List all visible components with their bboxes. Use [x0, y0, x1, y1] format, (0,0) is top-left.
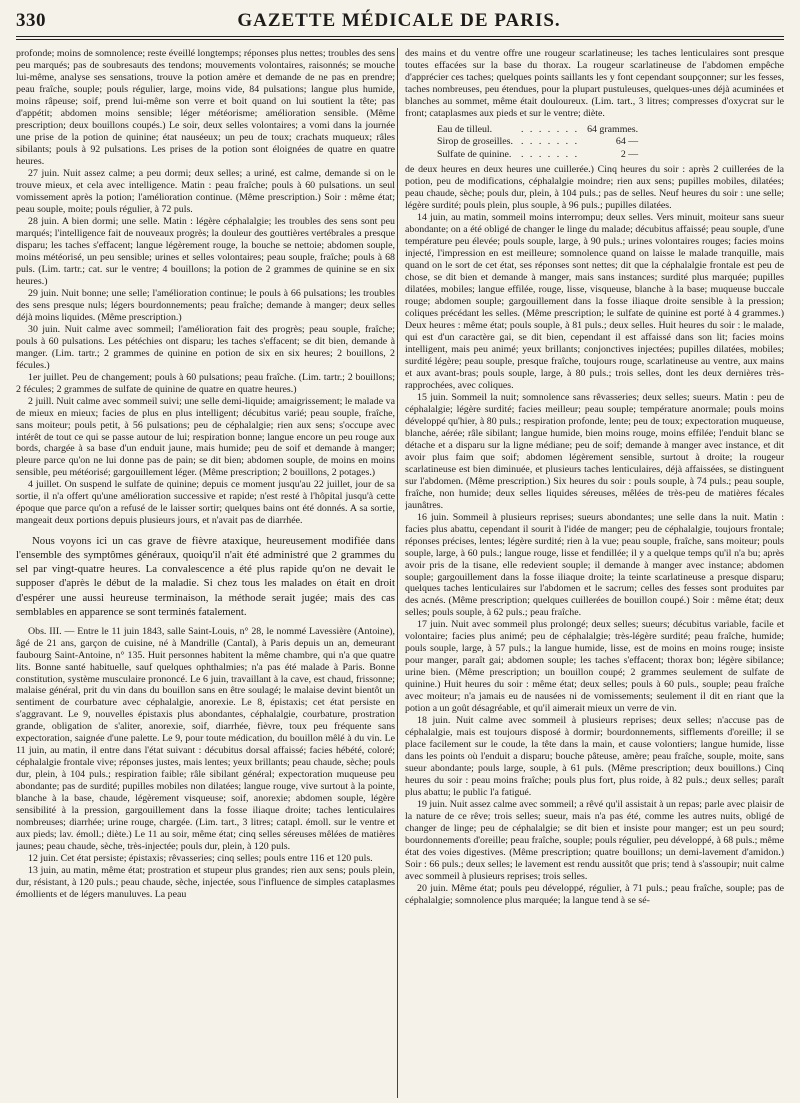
page-header: [16, 8, 782, 32]
page-number: 330: [16, 10, 46, 31]
header-rule-bottom: [16, 39, 784, 40]
prescription-item: Sirop de groseilles.: [437, 136, 513, 148]
left-paragraph: 4 juillet. On suspend le sulfate de quinine; depuis ce moment jusqu'au 22 juillet, jour de sa sortie, il n'a offert qu'une amélioration successive et rapide; n'est resté à l'hôpital jusqu'à cette époque que parce qu'on a refusé de le laisser sortir; quelques bains ont été donnés. A sa sortie, mangeait deux portions depuis plusieurs jours, et n'avait pas de diarrhée.: [16, 479, 395, 527]
observation-paragraph: 13 juin, au matin, même état; prostration et stupeur plus grandes; rien aux sens; pouls plein, dur, résistant, à 120 puls.; peau chaude, sèche, injectée, sous l'influence de simples cataplasmes émollients et de légers manuluves. La peau: [16, 865, 395, 901]
column-divider: [397, 48, 398, 1098]
right-paragraph: de deux heures en deux heures une cuillerée.) Cinq heures du soir : après 2 cuillerées de la potion, peu de modifications, céphalalgie moindre; rien aux sens; pupilles mobiles, dilatées; peau chaude, sèche; pouls dur, plein, à 104 puls.; pas de selles. Neuf heures du soir : une selle; légère surdité; pouls plein, plus souple, à 96 puls.; pupilles dilatées.: [405, 164, 784, 211]
left-paragraph: 1er juillet. Peu de changement; pouls à 60 pulsations; peau fraîche. (Lim. tartr.; 2 bouillons; 2 fécules; 2 grammes de sulfate de quinine de quatre en quatre heures.): [16, 371, 395, 395]
right-intro-paragraph: des mains et du ventre offre une rougeur scarlatineuse; les taches lenticulaires sont presque toutes effacées sur la base du thorax. La rougeur scarlatineuse de l'abdomen empêche d'apprécier ces taches; quelques points saillants les y font cependant soupçonner; sur les fesses, taches nombreuses, peu étendues, pour la plupart pustuleuses, quelques-unes déjà acuminées et blanches au sommet, même était douloureux. (Lim. tart., 3 litres; compresses d'oxycrat sur le front; cataplasmes aux pieds et sur le ventre; diète.: [405, 48, 784, 119]
prescription-row: Eau de tilleul. . . . . . . . 64 grammes.: [433, 124, 642, 136]
commentary-paragraph: Nous voyons ici un cas grave de fièvre ataxique, heureusement modifiée dans l'ensemble des symptômes généraux, quoiqu'il n'ait été administré que 2 grammes du sel par vingt-quatre heures. La convalescence a été plus rapide qu'on ne devait le supposer d'après le début de la maladie. Si chez tous les malades on était en droit d'espérer une aussi heureuse terminaison, la méthode serait jugée; mais des cas semblables en apparence se sont terminés fatalement.: [16, 535, 395, 618]
right-paragraph: 20 juin. Même état; pouls peu développé, régulier, à 71 puls.; peau fraîche, souple; pas de céphalalgie; somnolence plus marquée; la langue tend à se sé-: [405, 883, 784, 907]
left-paragraph: 30 juin. Nuit calme avec sommeil; l'amélioration fait des progrès; peau souple, fraîche; pouls à 60 pulsations. Les pétéchies ont disparu; les taches s'effacent; se dit bien, demande à manger. (Lim. tartr.; 2 grammes de quinine en potion de six en six heures; 2 bouillons, 2 fécules.): [16, 323, 395, 371]
running-title: GAZETTE MÉDICALE DE PARIS.: [237, 10, 561, 31]
right-column: [405, 48, 784, 1098]
right-paragraph: 16 juin. Sommeil à plusieurs reprises; sueurs abondantes; une selle dans la nuit. Matin : facies plus abattu, cependant il sourit à l'idée de manger; peu de céphalalgie, toujours frontale; réponses précises, lentes; légère surdité; rien à la vue; peau souple, fraîche, sans moiteur; pouls souple, large, à 60 puls.; langue rouge, lisse et fendillée; il y a quelque temps qu'il n'a bu; après avoir pris de la tisane, elle redevient souple; il demande à manger avec instance; abdomen souple; gargouillement dans la fosse iliaque droite; la teinte scarlatineuse a presque disparu; quelques taches lenticulaires sur l'abdomen et le sacrum; celles des fesses sont produites par des acnés. (Même prescription; quelques cuillerées de bouillon coupé.) Soir : même état; deux selles; pouls souple, à 62 puls.; peau fraîche.: [405, 511, 784, 619]
commentary-block: [16, 534, 395, 618]
right-paragraph: 14 juin, au matin, sommeil moins interrompu; deux selles. Vers minuit, moiteur sans sueur abondante; on a été obligé de changer le linge du malade; décubitus affaissé; peau souple, d'une température peu élevée; pouls souple, large, à 90 puls.; urines volontaires rouges; facies moins injecté, l'impression en est meilleure; somnolence quand on laisse le malade tranquille, mais quand on le sort de cet état, ses réponses sont nettes; dit que la céphalalgie frontale est peu de chose, se dit bien et demande à manger, mais sans instances; surdité plus marquée; pupilles dilatées, mobiles; langue effilée, rouge, lisse, visqueuse, blanche à la base; muqueuse buccale rouge; abdomen souple; gargouillement dans la fosse iliaque droite sensible à la pression; coliques précédant les selles. (Même prescription; le sulfate de quinine est porté à 4 grammes.) Deux heures : même état; pouls souple, à 81 puls.; deux selles. Huit heures du soir : le malade, qui est d'un caractère gai, se dit bien, cependant il est affaissé dans son lit; facies moins intelligent, mais peu animé; yeux brillants; conjonctives injectées; pupilles dilatées, mobiles; surdité légère; peau souple, presque fraîche, toujours rouge, scarlatineuse au ventre, aux mains et aux avant-bras; pouls souple, large, à 80 puls.; trois selles, dont les deux dernières très-rapprochées, avec coliques.: [405, 211, 784, 391]
left-paragraph: 29 juin. Nuit bonne; une selle; l'amélioration continue; le pouls à 66 pulsations; les troubles des sens presque nuls; légers bourdonnements; peau fraîche; demande à manger; deux selles déjà moins liquides. (Même prescription.): [16, 287, 395, 323]
header-rule-top: [16, 36, 784, 37]
prescription-quantity: 64 —: [615, 136, 639, 148]
right-paragraph: 18 juin. Nuit calme avec sommeil à plusieurs reprises; deux selles; n'accuse pas de céphalalgie, mais est toujours disposé à dormir; bourdonnements, sifflements d'oreille; il se place facilement sur le coude, la tête dans la main, et cause volontiers; langue humide, lisse dans les points où l'enduit a disparu; bouche pâteuse, amère; peau fraîche, souple, moite, sans sueur abondante; pouls large, souple, à 61 puls. (Même prescription; deux bouillons.) Cinq heures du soir : peau moins fraîche; pouls plus fort, plus roide, à 82 puls.; deux selles; paraît plus abattu; le public l'a fatigué.: [405, 715, 784, 799]
left-paragraph: 28 juin. A bien dormi; une selle. Matin : légère céphalalgie; les troubles des sens sont peu marqués; l'intelligence fait de nouveaux progrès; la douleur des gouttières vertébrales a presque disparu; les taches s'effacent; langue légèrement rouge, la bouche se nettoie; abdomen souple, moins météorisé, un peu sensible; urines et selles volontaires; peau souple, fraîche; pouls à 68 puls. (Lim. tartr.; cat. sur le ventre; 4 bouillons; la potion de 2 grammes de quinine se en six heures.): [16, 215, 395, 287]
left-paragraph: 2 juill. Nuit calme avec sommeil suivi; une selle demi-liquide; amaigrissement; le malade va de mieux en mieux; facies de plus en plus intelligent; décubitus varié; peau souple, fraîche, sans moiteur; pouls petit, à 56 pulsations; peu de céphalalgie; rien aux sens; s'occupe avec intérêt de tout ce qui se passe autour de lui; respiration bonne; langue encore un peu rouge aux bords, chargée à sa base d'un enduit jaune, mais humide; peu de soif et demande à manger; pleure parce qu'on ne lui donne pas de pain; se dit bien; abdomen souple, de moins en moins sensible, peu météorisé; gargouillement léger. (Même prescription; 2 bouillons, 2 potages.): [16, 395, 395, 479]
left-paragraph: 27 juin. Nuit assez calme; a peu dormi; deux selles; a uriné, est calme, demande si on le trouve mieux, et cela avec intelligence. Matin : peau fraîche; pouls à 60 pulsations. un seul vomissement après la potion; l'amélioration continue. (Même prescription.) Soir : même état; peau souple, moite; pouls régulier, à 72 puls.: [16, 167, 395, 215]
prescription-quantity: 64 grammes.: [587, 123, 639, 135]
right-paragraph: 17 juin. Nuit avec sommeil plus prolongé; deux selles; sueurs; décubitus variable, facile et volontaire; facies plus animé; peu de céphalalgie; très-légère surdité; peau fraîche, humide; pouls souple, large, à 57 puls.; la langue humide, lisse, est de moins en moins rouge; insiste pour manger, paraît gai; abdomen souple; les taches s'effacent; thorax bon; légère sibilance; urine bien. (Même prescription; un bouillon coupé; 2 grammes seulement de sulfate de quinine.) Huit heures du soir : même état; deux selles; pouls à 60 puls., souple; peau fraîche avec moiteur; n'a jamais eu de nausées ni de vomissements; seulement il dit en riant que la potion a un goût désagréable, et qu'il aimerait mieux un verre de vin.: [405, 619, 784, 715]
observation-paragraph: 12 juin. Cet état persiste; épistaxis; rêvasseries; cinq selles; pouls entre 116 et 120 puls.: [28, 853, 373, 865]
left-paragraph: profonde; moins de somnolence; reste éveillé longtemps; réponses plus nettes; troubles des sens peu marqués; pas de soubresauts des tendons; mouvements volontaires, raisonnés; se mouche lui-même, analyse ses sensations, trouve la potion amère et demande de ne pas en prendre; peau fraîche, souple; pouls régulier, large, moins vide, 84 pulsations; langue plus humide, moins râpeuse; soif, prend lui-même son verre et boit quand on lui soutient la tête; pas d'appétit; abdomen moins sensible; léger météorisme; amélioration sensible. (Même prescription; deux bouillons coupés.) Le soir, deux selles volontaires; a vomi dans la journée une prise de la potion de quinine; état nauséeux; un peu de toux; crachats muqueux; râles sibilants; pouls à 92 pulsations. Les prises de la potion sont éloignées de quatre en quatre heures.: [16, 48, 395, 167]
observation-paragraph: Obs. III. — Entre le 11 juin 1843, salle Saint-Louis, n° 28, le nommé Lavessière (Antoine), âgé de 21 ans, garçon de cuisine, né à Mandrille (Cantal), à Paris depuis un an, demeurant faubourg Saint-Antoine, n° 135. Huit personnes habitent la même chambre, qui n'a que quatre lits. Bonne santé habituelle, sauf quelques ophthalmies; n'a pas été malade à Paris. Bonne constitution, système musculaire prononcé. Le 6 juin, travaillant à la cave, est chaud, frissonne; malaise général, prit du vin dans du bouillon sans en être soulagé; le malaise devint bientôt un sentiment de courbature avec céphalalgie, anorexie. Le 8, épistaxis; cet état persiste en s'aggravant. Le 9, nouvelles épistaxis plus abondantes, céphalalgie, courbature, prostration grande, obligation de s'aliter, anorexie, soif, diarrhée, fièvre, toux peu fréquente sans expectoration, saignée d'une palette. Le 9, pour toute médication, du bouillon mêlé à du vin. Le 11 juin, au matin, il entre dans l'état suivant : décubitus dorsal affaissé; facies hébété, coloré; céphalalgie frontale vive; réponses justes, mais lentes; yeux brillants; peau chaude, sèche; pouls dur, plein, à 104 puls.; respiration faible; râle sibilant général; expectoration muqueuse peu abondante; pas de surdité; pupilles mobiles non dilatées; langue rouge, vive surtout à la pointe, blanche à la base, chaude, légèrement visqueuse; soif, anorexie; abdomen souple, légère sensibilité à la pression, gargouillement dans la fosse iliaque droite; taches lenticulaires nombreuses; diarrhée; urine rouge, chargée. (Lim. tart., 3 litres; catapl. émoll. sur le ventre et aux pieds; lav. émoll.; diète.) Le 11 au soir, même état; cinq selles séreuses mêlées de matières jaunes; peau chaude, sèche, très-injectée; pouls dur, plein, à 120 puls.: [16, 625, 395, 853]
prescription-item: Sulfate de quinine.: [437, 148, 512, 160]
prescription-table: [433, 124, 642, 161]
observation-block: [16, 626, 395, 902]
prescription-item: Eau de tilleul.: [437, 123, 493, 135]
prescription-row: Sulfate de quinine. . . . . . . . 2 —: [433, 149, 642, 161]
prescription-quantity: 2 —: [620, 148, 639, 160]
left-column: [16, 48, 395, 1098]
prescription-row: Sirop de groseilles. . . . . . . . 64 —: [433, 136, 642, 148]
right-paragraph: 19 juin. Nuit assez calme avec sommeil; a rêvé qu'il assistait à un repas; parle avec plaisir de la nature de ce rêve; trois selles; sueur, mais n'a pas été, comme les autres nuits, obligé de changer de linge; peu de céphalalgie; se dit bien et insiste pour manger; est un peu sourd; bourdonnements d'oreille; peau fraîche, souple; pouls régulier, peu développé, à 68 puls.; même état des voies digestives. (Même prescription; quatre bouillons; un demi-lavement d'amidon.) Soir : 66 puls.; deux selles; le lavement est rendu aussitôt que pris; tend à s'assoupir; nuit calme avec sommeil à plusieurs reprises; trois selles.: [405, 799, 784, 883]
right-paragraph: 15 juin. Sommeil la nuit; somnolence sans rêvasseries; deux selles; sueurs. Matin : peu de céphalalgie; légère surdité; facies meilleur; peau souple; température anormale; pouls moins développé qu'hier, à 80 puls.; respiration profonde, lente; peu de toux; expectoration muqueuse, blanche, aérée; râle sibilant; langue humide, bien moins rouge, moins effilée; l'enduit blanc se détache et a disparu sur la ligne médiane; peu de soif; demande à manger avec instance, et dit avoir plus faim que soif; abdomen légèrement sensible, surtout à droite; la rougeur scarlatineuse est bien diminuée, et plusieurs taches lenticulaires, déjà affaissées, se distinguent sur l'abdomen. (Même prescription.) Six heures du soir : pouls souple, à 74 puls.; peau souple, fraîche, non humide; deux selles liquides séreuses, mêlées de très-peu de matières fécales jaunâtres.: [405, 391, 784, 511]
